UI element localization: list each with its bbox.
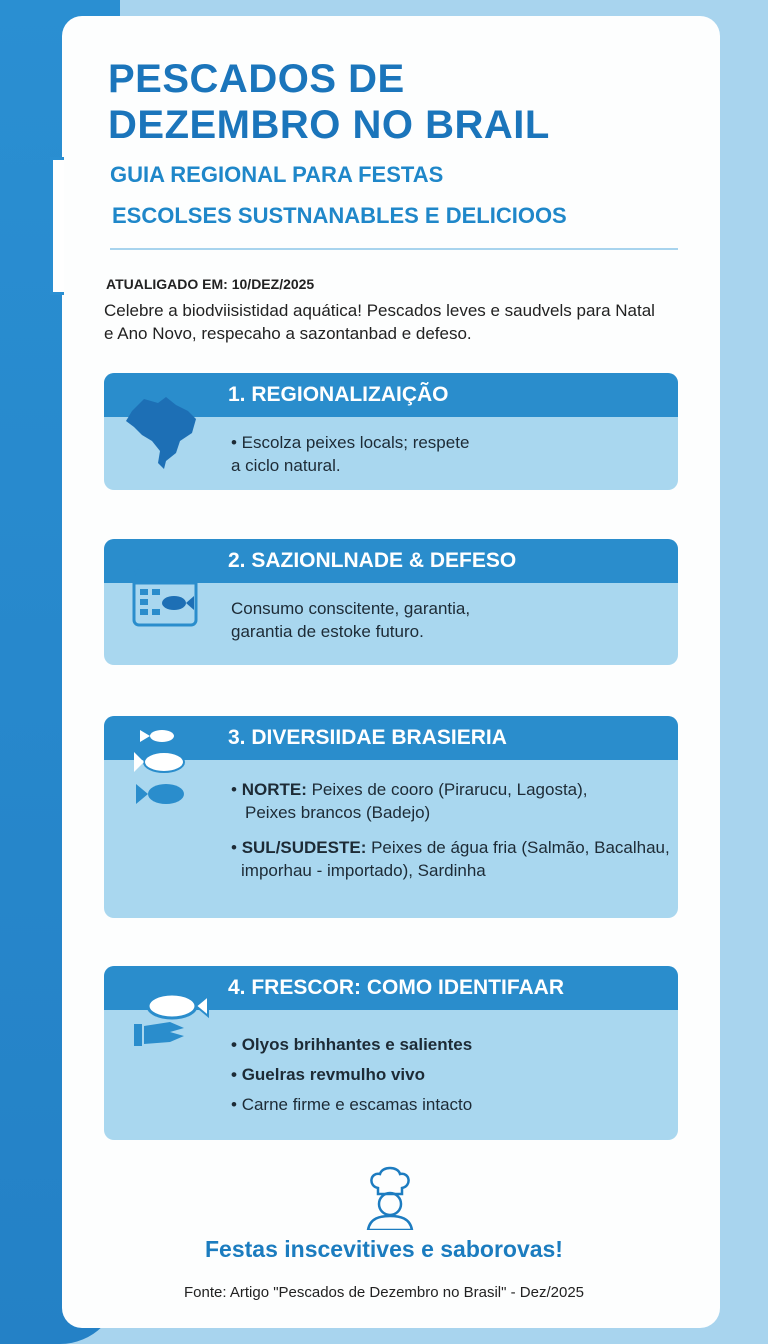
section-text: a ciclo natural. (231, 456, 341, 475)
section-frescor (104, 966, 678, 1140)
source-citation: Fonte: Artigo "Pescados de Dezembro no Brasil" - Dez/2025 (183, 1284, 585, 1301)
list-item: • NORTE: Peixes de cooro (Pirarucu, Lagosta), Peixes brancos (Badejo) (231, 780, 588, 822)
divider (110, 248, 678, 250)
list-item: • Carne firme e escamas intacto (231, 1095, 473, 1114)
tagline: Festas inscevitives e saborovas! (205, 1236, 563, 1262)
fishes-icon (132, 724, 202, 808)
section-title: 4. FRESCOR: COMO IDENTIFAAR (104, 966, 678, 1010)
section-title: 1. REGIONALIZAIÇÃO (104, 373, 678, 417)
updated-date: ATUALIGADO EM: 10/DEZ/2025 (106, 276, 315, 292)
section-sazonalidade (104, 539, 678, 665)
section-diversidade (104, 716, 678, 918)
section-text: garantia de estoke futuro. (231, 622, 424, 641)
intro-text: Celebre a biodviisistidad aquática! Pescados leves e saudvels para Natal e Ano Novo, respecaho a sazontanbad e defeso. (104, 301, 655, 343)
section-regionalizacao (104, 373, 678, 490)
brazil-map-icon (122, 389, 202, 469)
decorative-bracket (50, 157, 64, 295)
list-item: • Guelras revmulho vivo (231, 1065, 425, 1084)
calendar-fish-icon (132, 563, 200, 629)
subtitle-1: GUIA REGIONAL PARA FESTAS (110, 162, 444, 187)
section-title: 3. DIVERSIIDAE BRASIERIA (104, 716, 678, 760)
page-title: PESCADOS DE DEZEMBRO NO BRAIL (108, 57, 550, 147)
chef-icon (366, 1166, 414, 1230)
fish-hand-icon (130, 984, 210, 1050)
list-item: • SUL/SUDESTE: Peixes de água fria (Salmão, Bacalhau, imporhau - importado), Sardinha (231, 838, 670, 880)
section-text: • Escolza peixes locals; respete (231, 433, 470, 452)
subtitle-2: ESCOLSES SUSTNANABLES E DELICIOOS (112, 203, 567, 228)
section-text: Consumo conscitente, garantia, (231, 599, 471, 618)
section-title: 2. SAZIONLNADE & DEFESO (104, 539, 678, 583)
list-item: • Olyos brihhantes e salientes (231, 1035, 473, 1054)
